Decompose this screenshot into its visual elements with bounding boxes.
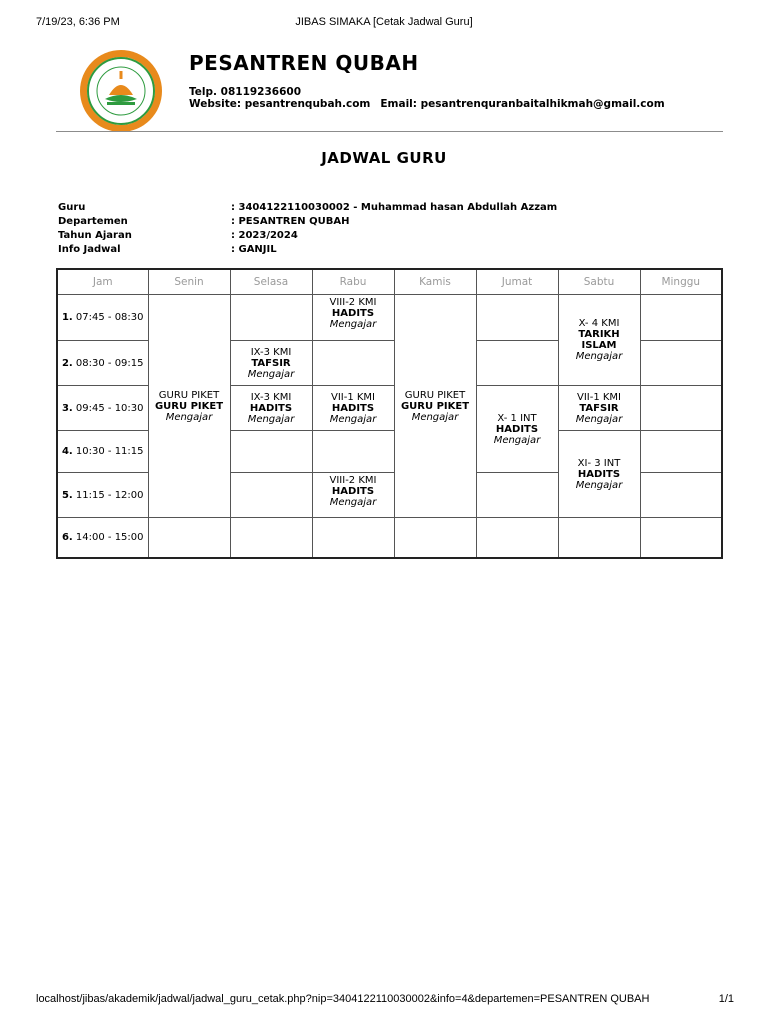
school-contact — [189, 86, 665, 110]
schedule-cell-empty — [640, 386, 722, 431]
schedule-cell-empty — [394, 518, 476, 558]
school-phone: Telp. 08119236600 — [189, 86, 302, 98]
header-sabtu: Sabtu — [558, 269, 640, 295]
schedule-cell-rabu-5: VIII-2 KMI HADITS Mengajar — [312, 473, 394, 518]
schedule-cell-empty — [312, 518, 394, 558]
document-title: JADWAL GURU — [321, 149, 447, 167]
pesantren-logo-icon — [79, 49, 163, 133]
header-jumat: Jumat — [476, 269, 558, 295]
info-label: Tahun Ajaran — [58, 230, 132, 241]
time-slot: 1. 07:45 - 08:30 — [57, 295, 148, 341]
school-name: PESANTREN QUBAH — [189, 51, 419, 75]
header-jam: Jam — [57, 269, 148, 295]
info-value: : 2023/2024 — [231, 230, 298, 241]
schedule-cell-rabu-1: VIII-2 KMI HADITS Mengajar — [312, 295, 394, 341]
print-header — [0, 16, 768, 30]
schedule-table — [56, 268, 723, 559]
print-page-number: 1/1 — [718, 993, 734, 1005]
schedule-cell-empty — [312, 341, 394, 386]
school-website: Website: pesantrenqubah.com — [189, 98, 371, 110]
schedule-cell-empty — [640, 518, 722, 558]
print-date: 7/19/23, 6:36 PM — [36, 16, 120, 28]
info-value: : 3404122110030002 - Muhammad hasan Abdullah Azzam — [231, 202, 558, 213]
schedule-cell-rabu-3: VII-1 KMI HADITS Mengajar — [312, 386, 394, 431]
schedule-cell-empty — [640, 295, 722, 341]
schedule-cell-empty — [640, 341, 722, 386]
schedule-cell-kamis: GURU PIKET GURU PIKET Mengajar — [394, 295, 476, 518]
schedule-cell-empty — [230, 431, 312, 473]
time-slot: 3. 09:45 - 10:30 — [57, 386, 148, 431]
header-minggu: Minggu — [640, 269, 722, 295]
schedule-cell-empty — [148, 518, 230, 558]
schedule-cell-selasa-2: IX-3 KMI TAFSIR Mengajar — [230, 341, 312, 386]
schedule-header-row — [57, 269, 722, 295]
time-slot: 4. 10:30 - 11:15 — [57, 431, 148, 473]
schedule-cell-empty — [476, 341, 558, 386]
table-row — [57, 295, 722, 341]
header-selasa: Selasa — [230, 269, 312, 295]
schedule-cell-senin: GURU PIKET GURU PIKET Mengajar — [148, 295, 230, 518]
schedule-cell-empty — [558, 518, 640, 558]
info-value: : PESANTREN QUBAH — [231, 216, 350, 227]
time-slot: 5. 11:15 - 12:00 — [57, 473, 148, 518]
header-kamis: Kamis — [394, 269, 476, 295]
header-rabu: Rabu — [312, 269, 394, 295]
time-slot: 6. 14:00 - 15:00 — [57, 518, 148, 558]
schedule-cell-selasa-3: IX-3 KMI HADITS Mengajar — [230, 386, 312, 431]
schedule-cell-empty — [230, 295, 312, 341]
print-url: localhost/jibas/akademik/jadwal/jadwal_guru_cetak.php?nip=3404122110030002&info=4&departemen=PESANTREN QUBAH — [36, 993, 650, 1005]
schedule-cell-sabtu-3: VII-1 KMI TAFSIR Mengajar — [558, 386, 640, 431]
schedule-cell-empty — [312, 431, 394, 473]
schedule-cell-empty — [640, 431, 722, 473]
schedule-cell-jumat-3: X- 1 INT HADITS Mengajar — [476, 386, 558, 473]
header-divider — [56, 131, 723, 132]
info-label: Info Jadwal — [58, 244, 121, 255]
schedule-cell-sabtu-4: XI- 3 INT HADITS Mengajar — [558, 431, 640, 518]
schedule-cell-empty — [476, 518, 558, 558]
time-slot: 2. 08:30 - 09:15 — [57, 341, 148, 386]
schedule-cell-empty — [640, 473, 722, 518]
schedule-cell-empty — [230, 518, 312, 558]
info-label: Guru — [58, 202, 86, 213]
header-senin: Senin — [148, 269, 230, 295]
schedule-cell-empty — [476, 295, 558, 341]
print-footer — [0, 993, 768, 1007]
school-email: Email: pesantrenquranbaitalhikmah@gmail.com — [380, 98, 665, 110]
info-label: Departemen — [58, 216, 128, 227]
table-row — [57, 518, 722, 558]
info-value: : GANJIL — [231, 244, 277, 255]
schedule-cell-empty — [230, 473, 312, 518]
print-title: JIBAS SIMAKA [Cetak Jadwal Guru] — [295, 16, 473, 28]
schedule-cell-empty — [476, 473, 558, 518]
schedule-cell-sabtu-1: X- 4 KMI TARIKH ISLAM Mengajar — [558, 295, 640, 386]
